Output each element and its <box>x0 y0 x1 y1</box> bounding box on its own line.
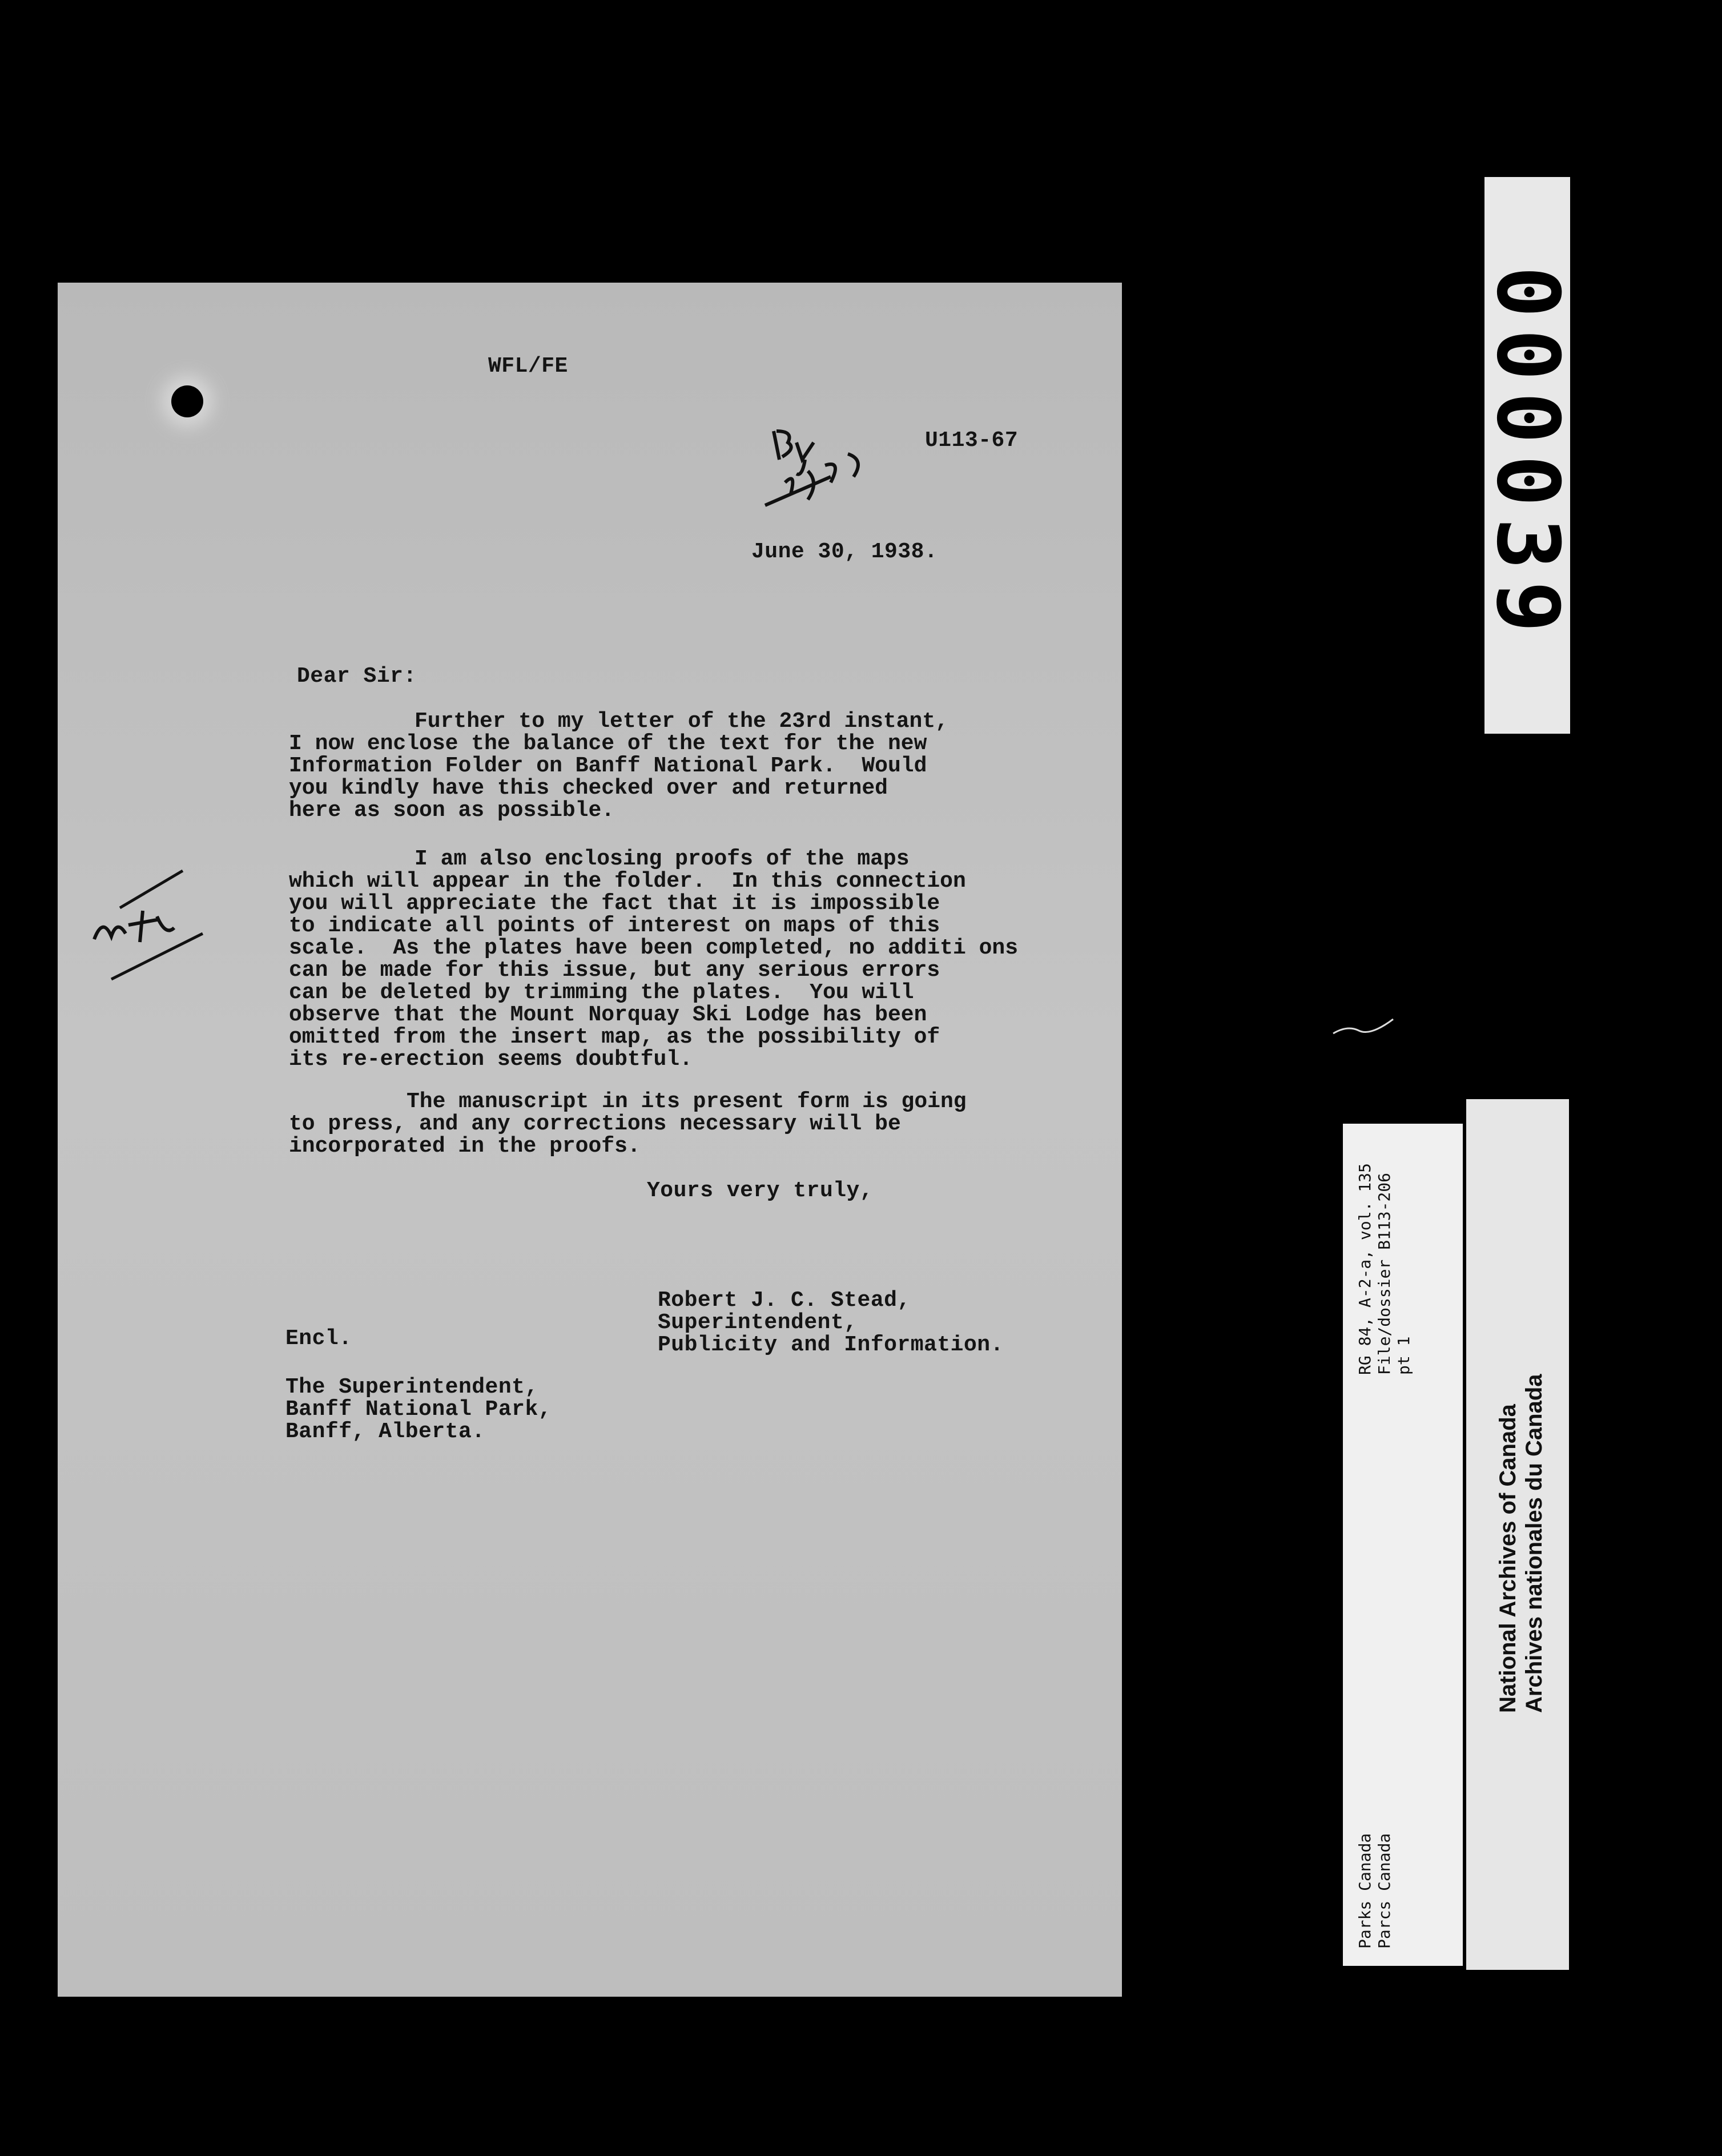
reference-line: RG 84, A-2-a, vol. 135 <box>1355 1163 1374 1375</box>
agency-line: Parks Canada <box>1355 1833 1374 1949</box>
paragraph-line: The manuscript in its present form is going <box>407 1089 967 1114</box>
institution-line: Archives nationales du Canada <box>1522 1374 1547 1713</box>
signature-title: Superintendent, <box>658 1310 858 1335</box>
signature-department: Publicity and Information. <box>658 1333 1004 1357</box>
reference-initials: WFL/FE <box>488 354 568 379</box>
reference-line: File/dossier B113-206 <box>1375 1172 1394 1375</box>
paragraph-line: omitted from the insert map, as the possibility of <box>289 1025 940 1049</box>
letter-date: June 30, 1938. <box>751 540 938 564</box>
paragraph-line: here as soon as possible. <box>289 798 615 823</box>
paragraph-line: you kindly have this checked over and returned <box>289 776 888 801</box>
frame-number-strip <box>1478 177 1577 734</box>
recipient-line-1: The Superintendent, <box>285 1375 538 1399</box>
salutation: Dear Sir: <box>297 664 417 689</box>
agency-name <box>1355 1833 1394 1949</box>
closing: Yours very truly, <box>647 1178 874 1203</box>
institution-line: National Archives of Canada <box>1495 1404 1520 1713</box>
paragraph-line: can be made for this issue, but any serious errors <box>289 958 940 983</box>
paragraph-line: I am also enclosing proofs of the maps <box>415 847 910 871</box>
paragraph-line: its re-erection seems doubtful. <box>289 1047 693 1072</box>
paragraph-line: scale. As the plates have been completed, no additi ons <box>289 936 1019 960</box>
scratch-mark <box>1330 1013 1399 1042</box>
paragraph-1 <box>289 710 1031 822</box>
paragraph-line: can be deleted by trimming the plates. You will <box>289 980 914 1005</box>
archive-reference <box>1355 1163 1414 1375</box>
frame-number: 000039 <box>1478 266 1577 644</box>
paragraph-line: Information Folder on Banff National Park. Would <box>289 754 927 778</box>
paragraph-line: Further to my letter of the 23rd instant, <box>415 709 948 734</box>
margin-handwritten-initials <box>86 862 211 988</box>
institution-name <box>1495 1374 1547 1713</box>
paragraph-2 <box>289 848 1031 1071</box>
archive-reference-tag <box>1343 1124 1463 1966</box>
handwritten-initials <box>762 414 894 528</box>
punch-hole <box>171 385 203 417</box>
recipient-line-3: Banff, Alberta. <box>285 1419 485 1444</box>
paragraph-line: observe that the Mount Norquay Ski Lodge has been <box>289 1003 927 1027</box>
reference-line: pt 1 <box>1394 1336 1413 1375</box>
agency-line: Parcs Canada <box>1375 1833 1394 1949</box>
file-number: U113-67 <box>925 428 1019 453</box>
paragraph-line: to press, and any corrections necessary will be <box>289 1112 901 1136</box>
paragraph-line: incorporated in the proofs. <box>289 1134 641 1159</box>
paragraph-3 <box>289 1091 1031 1157</box>
institution-tag <box>1466 1099 1569 1970</box>
paragraph-line: to indicate all points of interest on maps of this <box>289 914 940 938</box>
recipient-line-2: Banff National Park, <box>285 1397 552 1422</box>
paragraph-line: I now enclose the balance of the text for the new <box>289 731 927 756</box>
enclosure-note: Encl. <box>285 1326 352 1351</box>
paragraph-line: you will appreciate the fact that it is impossible <box>289 891 940 916</box>
paragraph-line: which will appear in the folder. In this connection <box>289 869 966 894</box>
signature-name: Robert J. C. Stead, <box>658 1288 911 1313</box>
